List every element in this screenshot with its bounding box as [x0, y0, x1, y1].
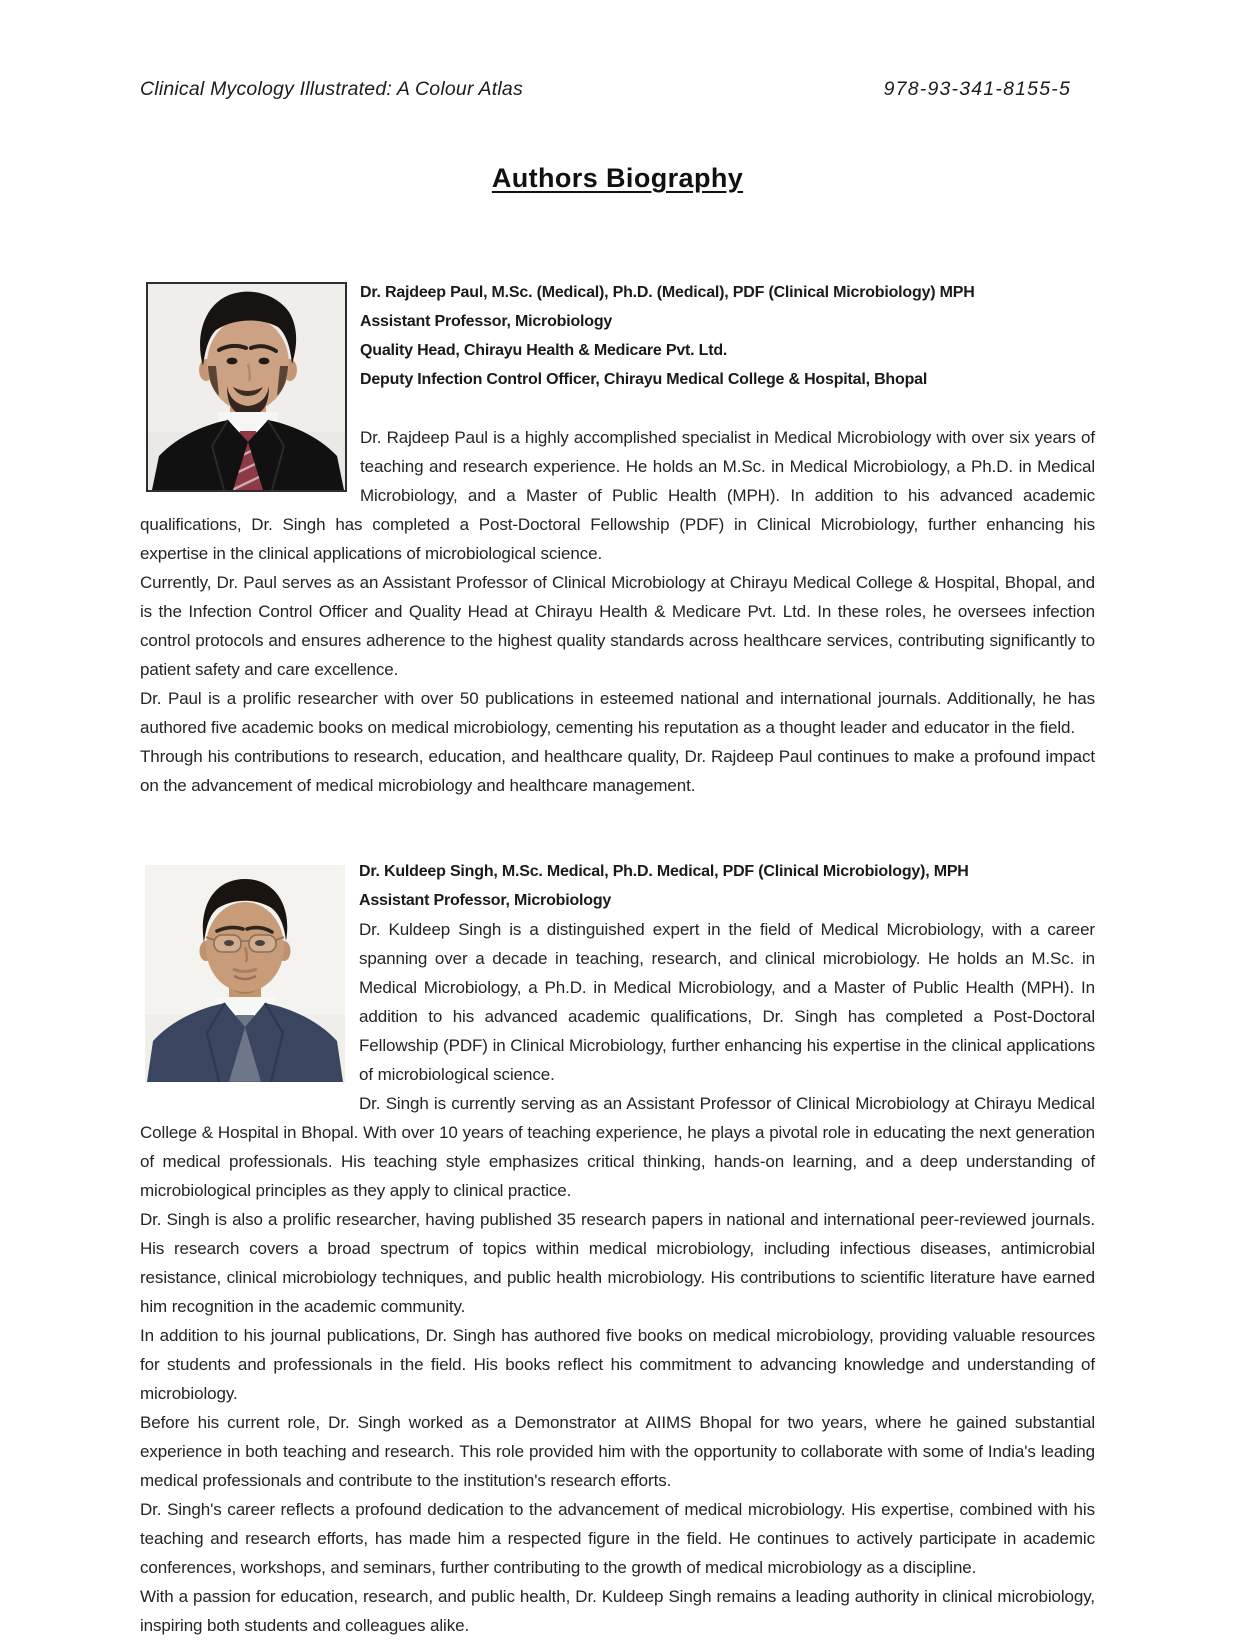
book-title: Clinical Mycology Illustrated: A Colour Atlas — [140, 78, 523, 100]
author-name-credentials: Dr. Rajdeep Paul, M.Sc. (Medical), Ph.D. (Medical), PDF (Clinical Microbiology) MPH — [360, 284, 975, 301]
bio-paragraph: Dr. Kuldeep Singh is a distinguished expert in the field of Medical Microbiology, with a career spanning over a decade in teaching, research, and clinical microbiology. He holds an M.Sc. in Medical Microbiology, a Ph.D. in Medical Microbiology, and a Master of Public Health (MPH). In addition to his advanced academic qualifications, Dr. Singh has completed a Post-Doctoral Fellowship (PDF) in Clinical Microbiology, further enhancing his expertise in the clinical applications of microbiological science. — [359, 920, 1095, 1084]
author-name-credentials: Dr. Kuldeep Singh, M.Sc. Medical, Ph.D. Medical, PDF (Clinical Microbiology), MPH — [359, 863, 969, 880]
bio-paragraph: With a passion for education, research, and public health, Dr. Kuldeep Singh remains a leading authority in clinical microbiology, inspiring both students and colleagues alike. — [140, 1587, 1095, 1635]
bio-paragraph: Through his contributions to research, education, and healthcare quality, Dr. Rajdeep Paul continues to make a profound impact on the advancement of medical microbiology and healthcare management. — [140, 747, 1095, 795]
author-role: Assistant Professor, Microbiology — [359, 892, 612, 909]
bio-paragraph: Dr. Rajdeep Paul is a highly accomplished specialist in Medical Microbiology with over six years of teaching and research experience. He holds an M.Sc. in Medical Microbiology, a Ph.D. in Medical Microbiology, and a Master of Public Health (MPH). In addition to his advanced academic qualifications, Dr. Singh has completed a Post-Doctoral Fellowship (PDF) in Clinical Microbiology, further enhancing his expertise in the clinical applications of microbiological science. — [140, 428, 1095, 563]
running-header — [140, 78, 1095, 101]
portrait-illustration — [145, 865, 345, 1082]
isbn-number: 978-93-341-8155-5 — [883, 78, 1071, 100]
bio-paragraph: Dr. Singh is currently serving as an Assistant Professor of Clinical Microbiology at Chirayu Medical College & Hospital in Bhopal. With over 10 years of teaching experience, he plays a pivotal role in educating the next generation of medical professionals. His teaching style emphasizes critical thinking, hands-on learning, and a deep understanding of microbiological principles as they apply to clinical practice. — [140, 1094, 1095, 1200]
author-role: Assistant Professor, Microbiology — [360, 313, 613, 330]
page-title: Authors Biography — [491, 163, 744, 193]
bio-paragraph: Dr. Singh is also a prolific researcher, having published 35 research papers in national and international peer-reviewed journals. His research covers a broad spectrum of topics within medical microbiology, including infectious diseases, antimicrobial resistance, clinical microbiology techniques, and public health microbiology. His contributions to scientific literature have earned him recognition in the academic community. — [140, 1210, 1095, 1316]
bio-paragraph: In addition to his journal publications, Dr. Singh has authored five books on medical microbiology, providing valuable resources for students and professionals in the field. His books reflect his commitment to advancing knowledge and understanding of microbiology. — [140, 1326, 1095, 1403]
author-role: Deputy Infection Control Officer, Chirayu Medical College & Hospital, Bhopal — [360, 371, 928, 388]
author-role: Quality Head, Chirayu Health & Medicare Pvt. Ltd. — [360, 342, 728, 359]
bio-paragraph: Dr. Paul is a prolific researcher with over 50 publications in esteemed national and international journals. Additionally, he has authored five academic books on medical microbiology, cementing his reputation as a thought leader and educator in the field. — [140, 689, 1095, 737]
author-section-kuldeep-singh — [140, 857, 1095, 1640]
author-photo-rajdeep-paul — [146, 282, 347, 492]
author-photo-kuldeep-singh — [145, 865, 345, 1082]
author-section-rajdeep-paul — [140, 278, 1095, 800]
portrait-illustration — [148, 284, 345, 490]
bio-paragraph: Currently, Dr. Paul serves as an Assistant Professor of Clinical Microbiology at Chirayu Medical College & Hospital, Bhopal, and is the Infection Control Officer and Quality Head at Chirayu Health & Medicare Pvt. Ltd. In these roles, he oversees infection control protocols and ensures adherence to the highest quality standards across healthcare services, contributing significantly to patient safety and care excellence. — [140, 573, 1095, 679]
bio-paragraph: Before his current role, Dr. Singh worked as a Demonstrator at AIIMS Bhopal for two years, where he gained substantial experience in both teaching and research. This role provided him with the opportunity to collaborate with some of India's leading medical professionals and contribute to the institution's research efforts. — [140, 1413, 1095, 1490]
bio-paragraph: Dr. Singh's career reflects a profound dedication to the advancement of medical microbiology. His expertise, combined with his teaching and research efforts, has made him a respected figure in the field. He continues to actively participate in academic conferences, workshops, and seminars, further contributing to the growth of medical microbiology as a discipline. — [140, 1500, 1095, 1577]
